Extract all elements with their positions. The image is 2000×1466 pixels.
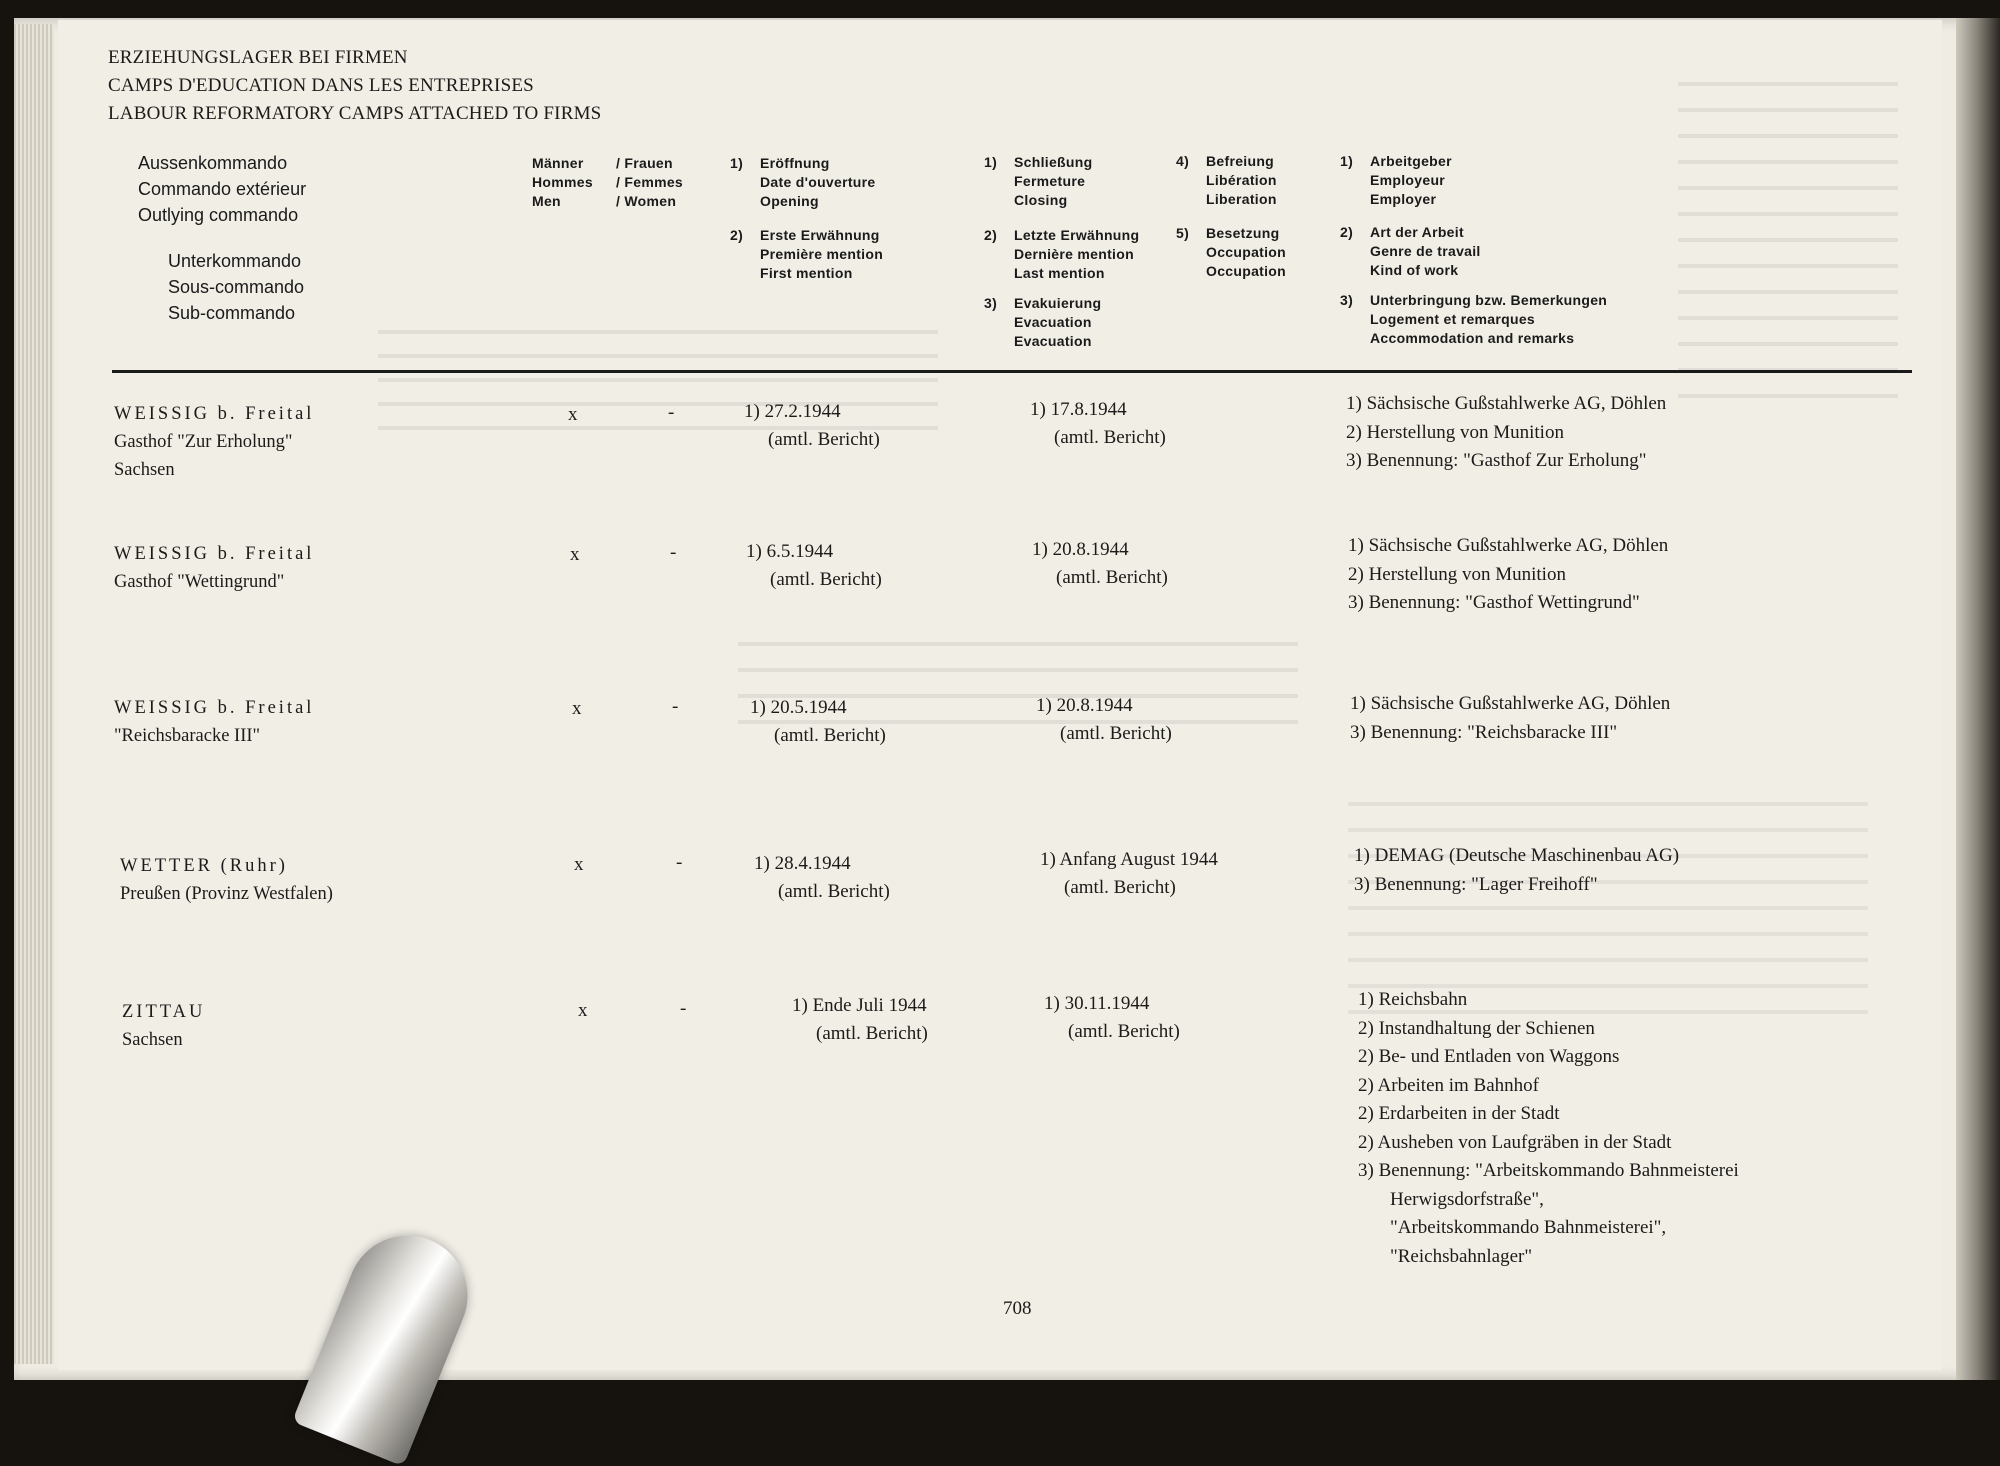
header-num: 5) [1176,225,1190,241]
closing-date [1036,692,1172,748]
header-last-mention-en: Last mention [1014,265,1105,281]
header-num: 1) [1340,153,1354,169]
bleed-through [1348,780,1868,1020]
table-row [114,694,314,750]
remark-employer: 1) Sächsische Gußstahlwerke AG, Döhlen [1350,693,1671,714]
camp-detail: "Reichsbaracke III" [114,726,261,746]
opening-date-source: (amtl. Bericht) [778,881,890,902]
opening-date-value: 1) 20.5.1944 [750,697,847,718]
camp-region: Preußen (Provinz Westfalen) [120,884,333,904]
header-gender-women-en: / Women [616,193,677,209]
header-employer-de: Arbeitgeber [1370,153,1452,169]
header-kind-of-work [1340,223,1481,280]
closing-date [1032,536,1168,592]
header-rule [112,370,1912,373]
header-occupation [1176,224,1286,281]
page-number: 708 [1003,1298,1032,1319]
document-title [108,44,601,128]
camp-name: WEISSIG b. Freital [114,698,315,718]
remark-work: 2) Herstellung von Munition [1346,421,1564,443]
opening-date-value: 1) 6.5.1944 [746,541,834,562]
camp-name: WEISSIG b. Freital [114,544,315,564]
remarks [1346,390,1666,476]
closing-date-source: (amtl. Bericht) [1064,877,1176,898]
opening-date-value: 1) Ende Juli 1944 [792,995,927,1016]
header-closing-fr: Fermeture [1014,173,1086,189]
header-kind-of-work-en: Kind of work [1370,262,1459,278]
camp-name: WEISSIG b. Freital [114,404,315,424]
header-gender [532,154,683,211]
men-mark: x [568,404,578,425]
closing-date [1030,396,1166,452]
men-mark: x [578,1000,588,1021]
camp-name: WETTER (Ruhr) [120,856,288,876]
remark-name-cont: "Reichsbahnlager" [1390,1245,1533,1267]
header-evacuation [984,294,1101,351]
opening-date-value: 1) 28.4.1944 [754,853,851,874]
header-camp-fr: Commando extérieur [138,179,307,199]
opening-date-source: (amtl. Bericht) [770,569,882,590]
title-line-en: LABOUR REFORMATORY CAMPS ATTACHED TO FIRMS [108,103,602,124]
remark-work: 2) Erdarbeiten in der Stadt [1358,1103,1560,1124]
remark-name: 3) Benennung: "Lager Freihoff" [1354,873,1598,895]
table-row [120,852,333,908]
header-num: 3) [984,295,998,311]
header-liberation [1176,152,1277,209]
header-liberation-de: Befreiung [1206,153,1275,169]
header-last-mention [984,226,1139,283]
remark-work: 2) Ausheben von Laufgräben in der Stadt [1358,1131,1672,1153]
opening-date-source: (amtl. Bericht) [774,725,886,746]
camp-detail: Gasthof "Zur Erholung" [114,432,293,452]
header-last-mention-de: Letzte Erwähnung [1014,227,1140,243]
opening-date [750,694,886,750]
opening-date [754,850,890,906]
remark-work: 2) Instandhaltung der Schienen [1358,1017,1595,1039]
header-gender-women-de: / Frauen [616,155,673,171]
header-subcamp-de: Unterkommando [168,251,302,271]
women-mark: - [672,696,679,717]
closing-date-source: (amtl. Bericht) [1054,427,1166,448]
remark-employer: 1) Reichsbahn [1358,989,1468,1010]
closing-date-value: 1) 20.8.1944 [1032,539,1129,560]
header-evacuation-fr: Evacuation [1014,314,1092,330]
header-first-mention-en: First mention [760,265,853,281]
camp-region: Sachsen [122,1030,183,1050]
closing-date [1040,846,1218,902]
closing-date-value: 1) Anfang August 1944 [1040,849,1218,870]
header-camp-en: Outlying commando [138,205,299,225]
header-opening-fr: Date d'ouverture [760,174,876,190]
header-camp-de: Aussenkommando [138,153,288,173]
header-closing-en: Closing [1014,192,1068,208]
header-subcamp-fr: Sous-commando [168,277,305,297]
closing-date-source: (amtl. Bericht) [1056,567,1168,588]
header-accommodation-en: Accommodation and remarks [1370,330,1575,346]
remark-work: 2) Be- und Entladen von Waggons [1358,1046,1620,1067]
remark-employer: 1) Sächsische Gußstahlwerke AG, Döhlen [1348,535,1669,556]
header-kind-of-work-de: Art der Arbeit [1370,224,1464,240]
opening-date-value: 1) 27.2.1944 [744,401,841,422]
title-line-fr: CAMPS D'EDUCATION DANS LES ENTREPRISES [108,75,534,96]
remark-name: 3) Benennung: "Reichsbaracke III" [1350,721,1618,743]
remark-work: 2) Arbeiten im Bahnhof [1358,1074,1539,1096]
header-subcamp [168,248,304,326]
remark-employer: 1) DEMAG (Deutsche Maschinenbau AG) [1354,845,1680,866]
header-num: 2) [984,227,998,243]
camp-detail: Gasthof "Wettingrund" [114,572,285,592]
men-mark: x [574,854,584,875]
men-mark: x [570,544,580,565]
header-employer-en: Employer [1370,191,1437,207]
camp-name: ZITTAU [122,1002,206,1022]
header-liberation-en: Liberation [1206,191,1277,207]
header-occupation-en: Occupation [1206,263,1287,279]
women-mark: - [670,542,677,563]
header-subcamp-en: Sub-commando [168,303,296,323]
remark-name: 3) Benennung: "Gasthof Wettingrund" [1348,592,1640,613]
header-kind-of-work-fr: Genre de travail [1370,243,1481,259]
header-employer [1340,152,1452,209]
header-opening-en: Opening [760,193,819,209]
header-num: 3) [1340,292,1354,308]
opening-date [746,538,882,594]
header-gender-men-de: Männer [532,155,584,171]
remark-work: 2) Herstellung von Munition [1348,563,1566,585]
women-mark: - [676,852,683,873]
header-num: 2) [1340,224,1354,240]
header-accommodation-fr: Logement et remarques [1370,311,1536,327]
header-first-mention-fr: Première mention [760,246,884,262]
header-employer-fr: Employeur [1370,172,1446,188]
book-gutter [1956,18,2000,1380]
header-gender-women-fr: / Femmes [616,174,683,190]
header-occupation-fr: Occupation [1206,244,1287,260]
table-row [114,400,314,484]
header-num: 1) [730,155,744,171]
closing-date-value: 1) 17.8.1944 [1030,399,1127,420]
header-gender-men-en: Men [532,193,561,209]
header-liberation-fr: Libération [1206,172,1277,188]
table-row [114,540,314,596]
remark-employer: 1) Sächsische Gußstahlwerke AG, Döhlen [1346,393,1667,414]
header-first-mention [730,226,883,283]
closing-date [1044,990,1180,1046]
men-mark: x [572,698,582,719]
header-last-mention-fr: Dernière mention [1014,246,1134,262]
opening-date-source: (amtl. Bericht) [768,429,880,450]
closing-date-value: 1) 20.8.1944 [1036,695,1133,716]
opening-date [792,992,928,1048]
header-closing-de: Schließung [1014,154,1093,170]
remarks [1354,842,1679,899]
women-mark: - [668,402,675,423]
header-num: 1) [984,154,998,170]
closing-date-source: (amtl. Bericht) [1068,1021,1180,1042]
header-opening [730,154,876,211]
header-opening-de: Eröffnung [760,155,830,171]
header-num: 4) [1176,153,1190,169]
remarks [1348,532,1668,618]
header-evacuation-de: Evakuierung [1014,295,1102,311]
opening-date-source: (amtl. Bericht) [816,1023,928,1044]
header-occupation-de: Besetzung [1206,225,1280,241]
header-first-mention-de: Erste Erwähnung [760,227,880,243]
header-camp [138,150,306,228]
header-closing [984,153,1092,210]
remarks [1358,986,1739,1271]
remarks [1350,690,1670,747]
document-page [58,20,1942,1370]
closing-date-source: (amtl. Bericht) [1060,723,1172,744]
bleed-through [1678,60,1898,400]
header-num: 2) [730,227,744,243]
header-accommodation-de: Unterbringung bzw. Bemerkungen [1370,292,1608,308]
camp-region: Sachsen [114,460,175,480]
remark-name-cont: "Arbeitskommando Bahnmeisterei", [1390,1217,1667,1238]
remark-name-cont: Herwigsdorfstraße", [1390,1188,1544,1210]
table-row [122,998,205,1054]
header-accommodation [1340,291,1607,348]
title-line-de: ERZIEHUNGSLAGER BEI FIRMEN [108,47,408,68]
page-edges [14,24,54,1364]
women-mark: - [680,998,687,1019]
closing-date-value: 1) 30.11.1944 [1044,993,1150,1014]
remark-name: 3) Benennung: "Gasthof Zur Erholung" [1346,450,1647,471]
opening-date [744,398,880,454]
remark-name: 3) Benennung: "Arbeitskommando Bahnmeisterei [1358,1160,1739,1181]
header-gender-men-fr: Hommes [532,174,593,190]
header-evacuation-en: Evacuation [1014,333,1092,349]
